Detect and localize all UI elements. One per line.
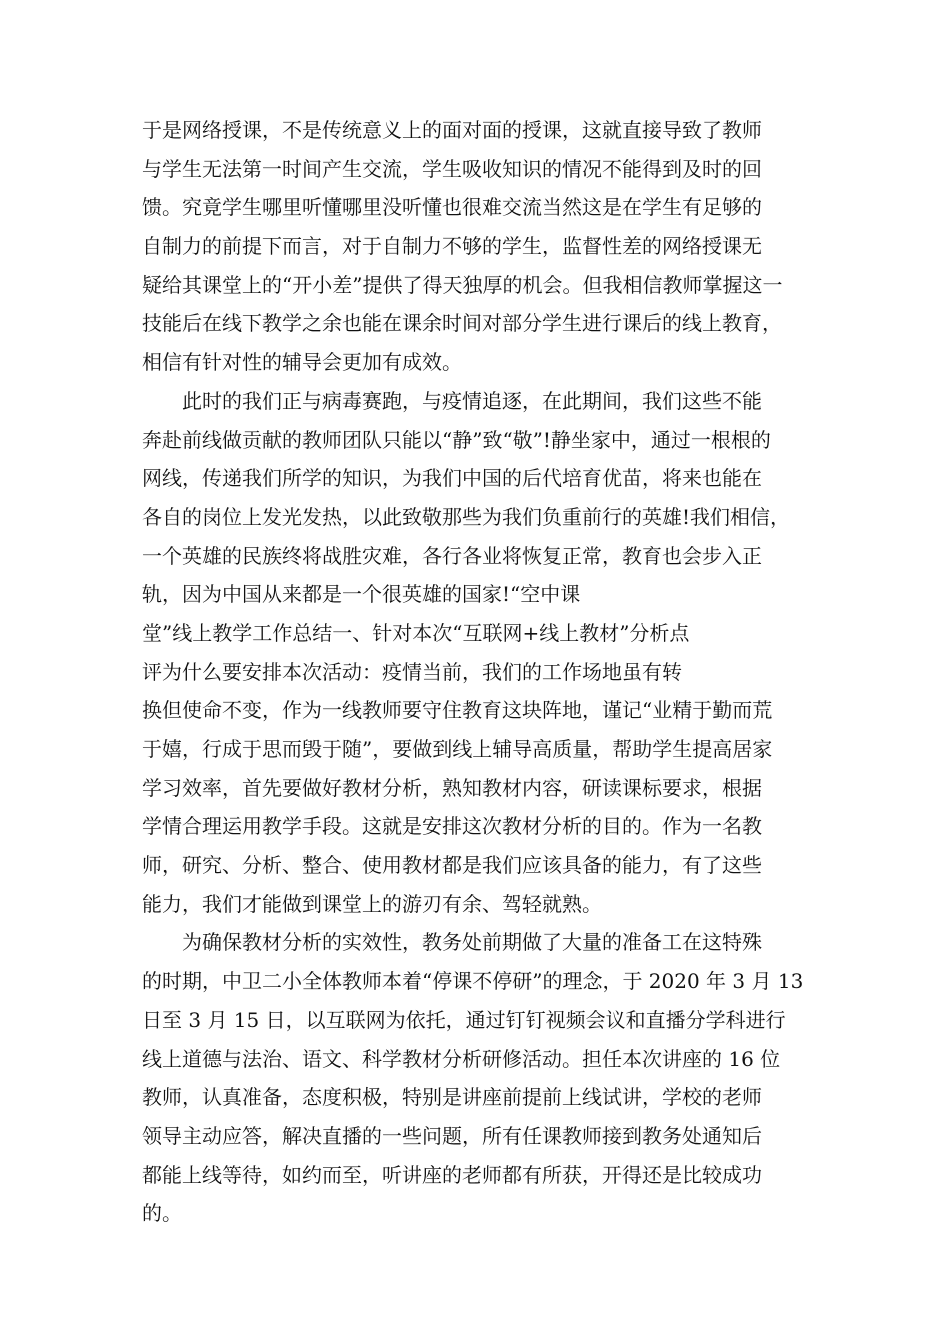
text-line: 网线，传递我们所学的知识，为我们中国的后代培育优苗，将来也能在 — [142, 466, 762, 491]
text-line: 能力，我们才能做到课堂上的游刃有余、驾轻就熟。 — [142, 891, 602, 916]
text-line: 为确保教材分析的实效性，教务处前期做了大量的准备工在这特殊 — [142, 930, 762, 955]
text-line: 学习效率，首先要做好教材分析，熟知教材内容，研读课标要求，根据 — [142, 775, 762, 800]
text-line: 与学生无法第一时间产生交流，学生吸收知识的情况不能得到及时的回 — [142, 156, 762, 181]
text-line: 的时期，中卫二小全体教师本着“停课不停研”的理念，于 2020 年 3 月 13 — [142, 969, 804, 994]
text-line: 线上道德与法治、语文、科学教材分析研修活动。担任本次讲座的 16 位 — [142, 1046, 781, 1071]
text-line: 相信有针对性的辅导会更加有成效。 — [142, 350, 462, 375]
text-line: 领导主动应答，解决直播的一些问题，所有任课教师接到教务处通知后 — [142, 1123, 762, 1148]
text-line: 此时的我们正与病毒赛跑，与疫情追逐，在此期间，我们这些不能 — [142, 388, 762, 413]
text-line: 都能上线等待，如约而至，听讲座的老师都有所获，开得还是比较成功 — [142, 1162, 762, 1187]
text-line: 换但使命不变，作为一线教师要守住教育这块阵地，谨记“业精于勤而荒 — [142, 698, 773, 723]
text-line: 一个英雄的民族终将战胜灾难，各行各业将恢复正常，教育也会步入正 — [142, 543, 762, 568]
text-line: 于嬉，行成于思而毁于随”，要做到线上辅导高质量，帮助学生提高居家 — [142, 737, 773, 761]
text-line: 学情合理运用教学手段。这就是安排这次教材分析的目的。作为一名教 — [142, 814, 762, 839]
text-line: 轨，因为中国从来都是一个很英雄的国家!“空中课 — [142, 582, 581, 607]
text-line: 奔赴前线做贡献的教师团队只能以“静”致“敬”!静坐家中，通过一根根的 — [142, 427, 771, 452]
text-line: 的。 — [142, 1201, 182, 1226]
text-line: 日至 3 月 15 日，以互联网为依托，通过钉钉视频会议和直播分学科进行 — [142, 1007, 786, 1032]
text-line: 教师，认真准备，态度积极，特别是讲座前提前上线试讲，学校的老师 — [142, 1085, 762, 1110]
text-line: 技能后在线下教学之余也能在课余时间对部分学生进行课后的线上教育， — [142, 311, 782, 336]
text-line: 堂”线上教学工作总结一、针对本次“互联网+线上教材”分析点 — [142, 620, 690, 645]
text-line: 师，研究、分析、整合、使用教材都是我们应该具备的能力，有了这些 — [142, 853, 762, 878]
text-line: 自制力的前提下而言，对于自制力不够的学生，监督性差的网络授课无 — [142, 234, 762, 259]
text-line: 各自的岗位上发光发热，以此致敬那些为我们负重前行的英雄!我们相信， — [142, 504, 791, 529]
text-line: 于是网络授课，不是传统意义上的面对面的授课，这就直接导致了教师 — [142, 118, 762, 142]
body-text — [142, 111, 842, 1233]
text-line: 疑给其课堂上的“开小差”提供了得天独厚的机会。但我相信教师掌握这一 — [142, 272, 783, 297]
text-line: 馈。究竟学生哪里听懂哪里没听懂也很难交流当然这是在学生有足够的 — [142, 195, 762, 220]
text-line: 评为什么要安排本次活动：疫情当前，我们的工作场地虽有转 — [142, 659, 682, 684]
